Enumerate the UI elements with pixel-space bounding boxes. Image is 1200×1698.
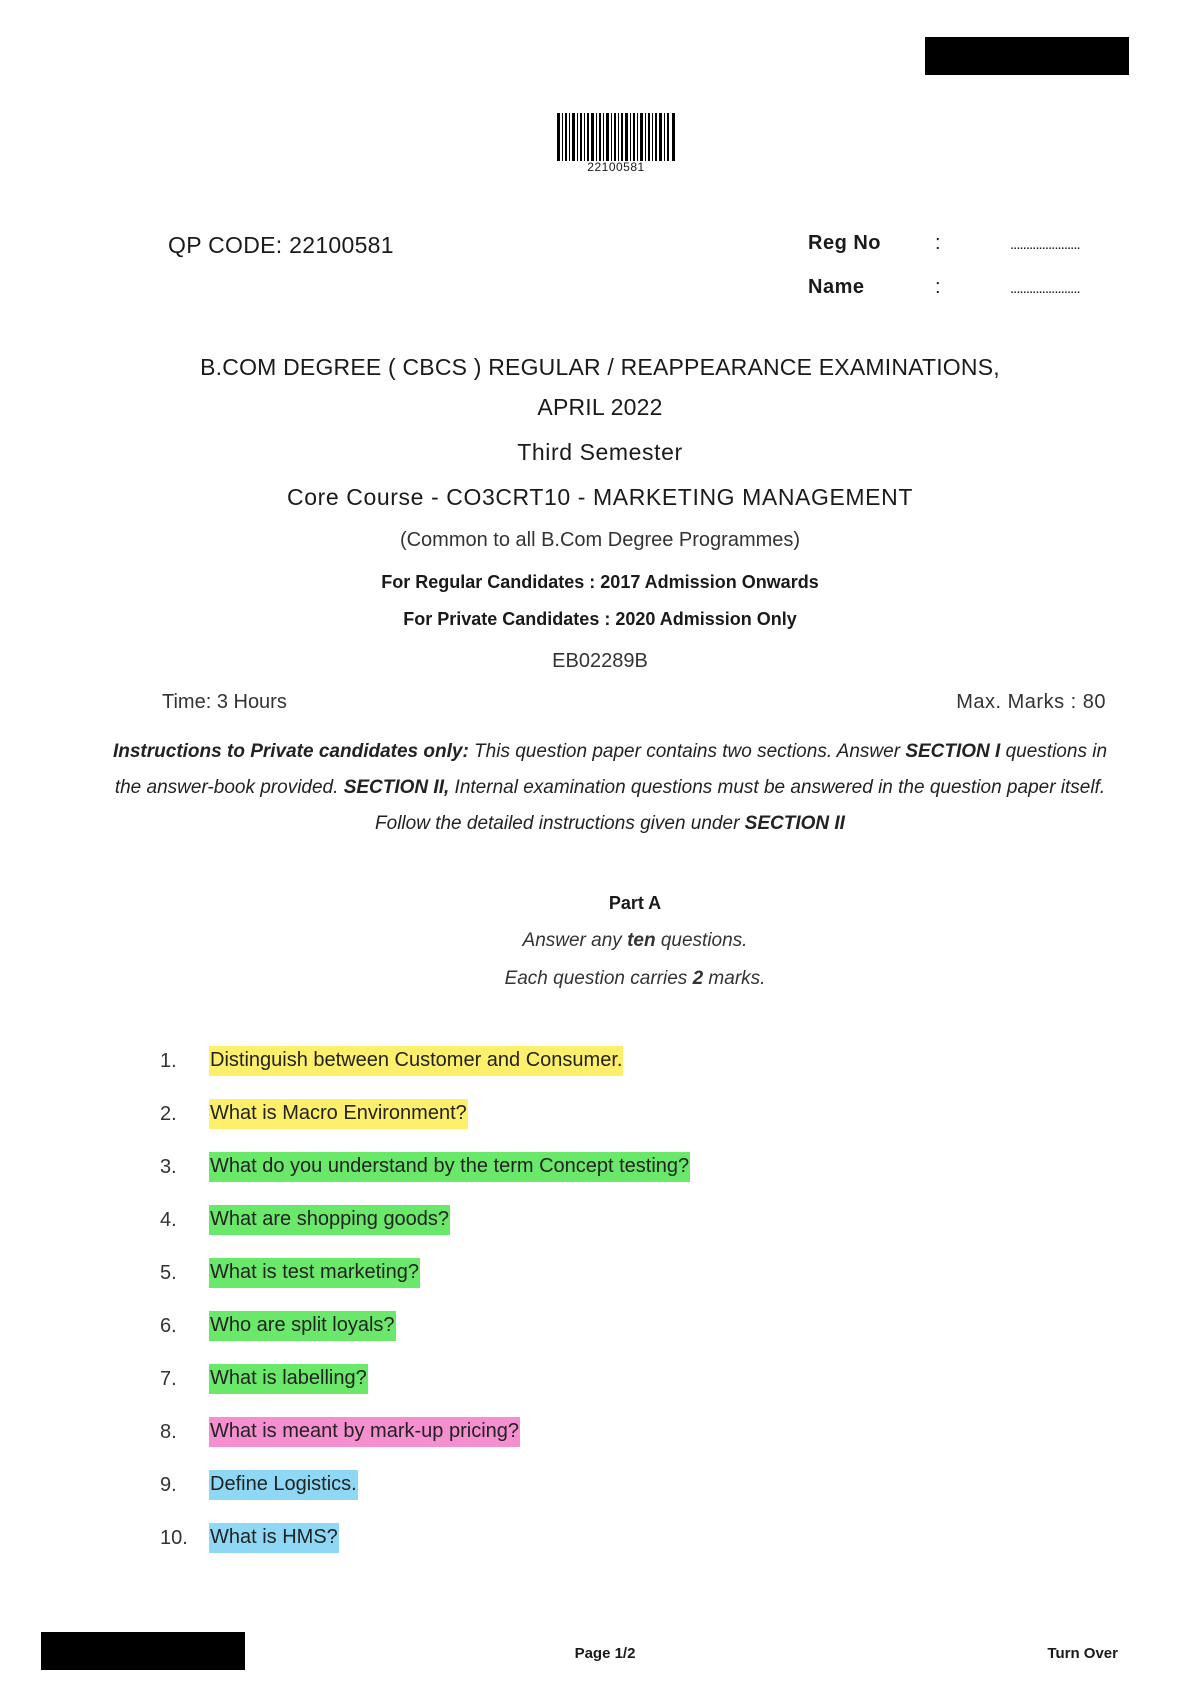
reg-no-blank: ...................... xyxy=(1010,236,1080,253)
part-instruction-1 xyxy=(100,930,1170,952)
common-note: (Common to all B.Com Degree Programmes) xyxy=(399,529,801,551)
name-colon: : xyxy=(935,276,941,298)
question-text: Who are split loyals? xyxy=(209,1311,396,1341)
question-number: 7. xyxy=(160,1368,177,1390)
question-number: 8. xyxy=(160,1421,177,1443)
redacted-block-top xyxy=(925,37,1129,75)
question-text: What do you understand by the term Concept testing? xyxy=(209,1152,690,1182)
part-title: Part A xyxy=(608,893,662,913)
redacted-block-bottom xyxy=(41,1632,245,1670)
question-text: What is Macro Environment? xyxy=(209,1099,468,1129)
question-item xyxy=(0,1152,1000,1182)
question-text: What is HMS? xyxy=(209,1523,339,1553)
instructions xyxy=(110,734,1110,842)
question-number: 1. xyxy=(160,1050,177,1072)
instructions-text-2: questions in the answer-book provided. xyxy=(114,741,1108,798)
paper-code: EB02289B xyxy=(552,650,648,672)
name-blank: ...................... xyxy=(1010,280,1080,297)
question-item xyxy=(0,1523,1000,1553)
question-number: 10. xyxy=(160,1527,188,1549)
time-label: Time: 3 Hours xyxy=(162,691,287,713)
reg-no-label: Reg No xyxy=(808,232,881,254)
part-instruction-1-pre: Answer any xyxy=(522,930,628,951)
instructions-bold-1: SECTION I xyxy=(905,741,1001,762)
question-item xyxy=(0,1364,1000,1394)
question-item xyxy=(0,1099,1000,1129)
exam-title-line2: APRIL 2022 xyxy=(537,394,663,420)
instructions-text-1: This question paper contains two sections. Answer xyxy=(468,741,906,762)
instructions-bold-2: SECTION II, xyxy=(343,777,450,798)
exam-title-line1: B.COM DEGREE ( CBCS ) REGULAR / REAPPEARANCE EXAMINATIONS, xyxy=(200,354,1000,380)
regular-candidates: For Regular Candidates : 2017 Admission Onwards xyxy=(381,572,819,592)
qp-code: QP CODE: 22100581 xyxy=(168,232,394,258)
question-number: 6. xyxy=(160,1315,177,1337)
part-instruction-1-post: questions. xyxy=(655,930,748,951)
question-item xyxy=(0,1205,1000,1235)
part-instruction-2-post: marks. xyxy=(703,968,766,989)
max-marks: Max. Marks : 80 xyxy=(956,691,1106,713)
question-text: What is labelling? xyxy=(209,1364,368,1394)
question-item xyxy=(0,1258,1000,1288)
instructions-bold-3: SECTION II xyxy=(744,813,845,834)
reg-no-colon: : xyxy=(935,232,941,254)
question-number: 2. xyxy=(160,1103,177,1125)
turn-over-label: Turn Over xyxy=(1047,1645,1118,1662)
question-number: 5. xyxy=(160,1262,177,1284)
question-number: 3. xyxy=(160,1156,177,1178)
private-candidates: For Private Candidates : 2020 Admission Only xyxy=(403,609,797,629)
question-item xyxy=(0,1417,1000,1447)
instructions-lead: Instructions to Private candidates only: xyxy=(112,741,469,762)
question-item xyxy=(0,1311,1000,1341)
question-text: Define Logistics. xyxy=(209,1470,358,1500)
question-number: 4. xyxy=(160,1209,177,1231)
course-title: Core Course - CO3CRT10 - MARKETING MANAGEMENT xyxy=(287,484,913,510)
question-number: 9. xyxy=(160,1474,177,1496)
part-instruction-2-bold: 2 xyxy=(692,968,704,989)
semester-title: Third Semester xyxy=(517,439,683,465)
question-text: What is test marketing? xyxy=(209,1258,420,1288)
question-text: What are shopping goods? xyxy=(209,1205,450,1235)
page-number: Page 1/2 xyxy=(574,1645,636,1662)
name-label: Name xyxy=(808,276,865,298)
question-item xyxy=(0,1470,1000,1500)
barcode-number: 22100581 xyxy=(587,160,645,174)
barcode-image xyxy=(557,113,675,161)
part-instruction-1-bold: ten xyxy=(627,930,656,951)
question-text: What is meant by mark-up pricing? xyxy=(209,1417,520,1447)
question-text: Distinguish between Customer and Consumer. xyxy=(209,1046,623,1076)
part-instruction-2-pre: Each question carries xyxy=(504,968,693,989)
instructions-text-3: Internal examination questions must be answered in the question paper itself. Follow the detailed instructions given under xyxy=(375,777,1106,834)
part-instruction-2 xyxy=(100,968,1170,990)
question-item xyxy=(0,1046,1000,1076)
